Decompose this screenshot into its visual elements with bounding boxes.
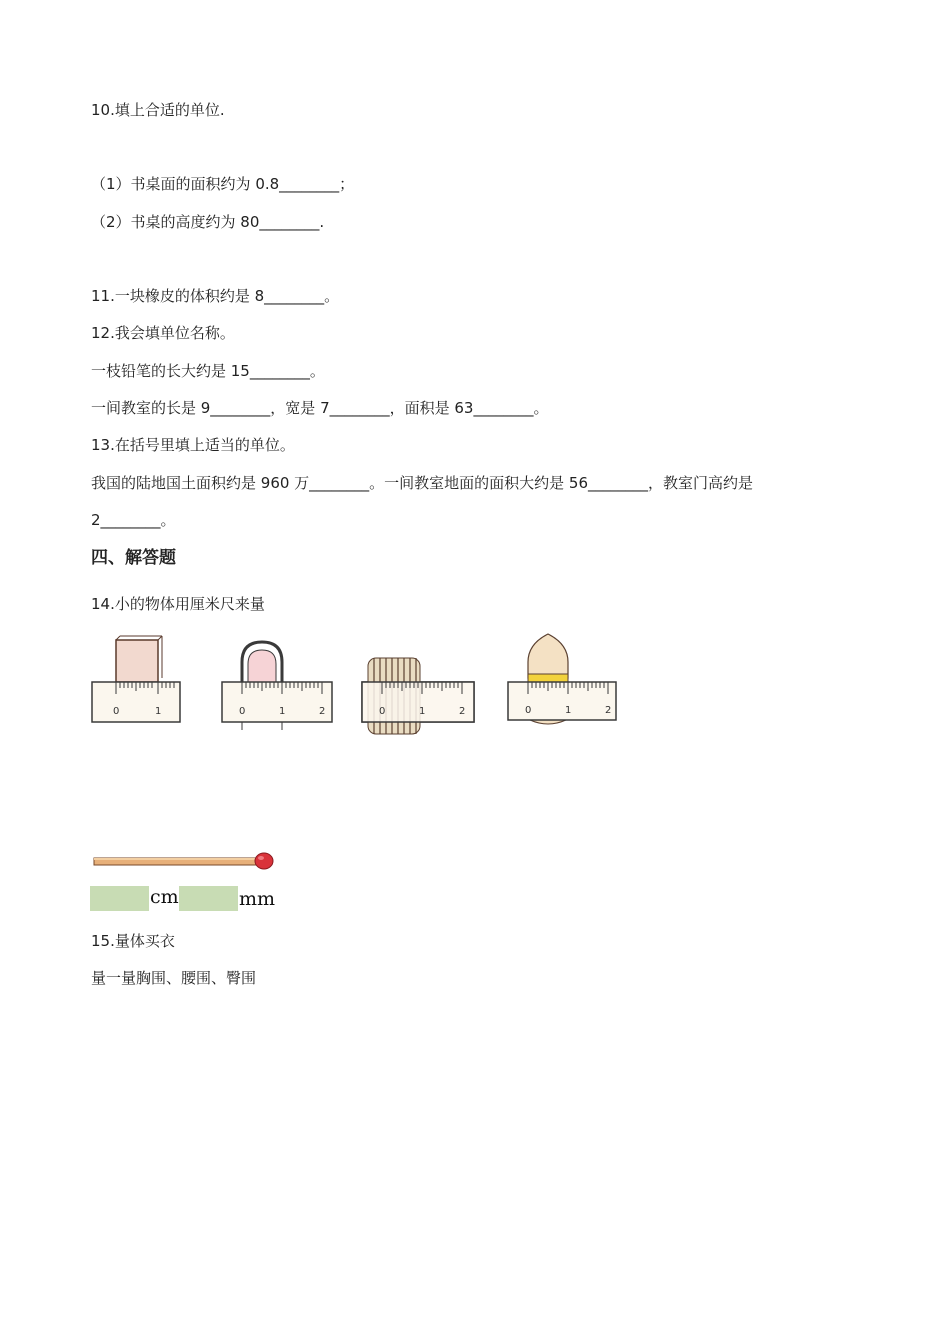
ruler-label-1: 1	[155, 706, 162, 717]
ruler-label-0: 0	[113, 706, 120, 717]
svg-text:0: 0	[379, 706, 386, 717]
q15-title: 15.量体买衣	[91, 932, 175, 950]
matchstick-figure	[90, 848, 280, 876]
q13-line-2: 2________。	[91, 511, 176, 529]
answer-box-cm[interactable]	[90, 886, 149, 911]
svg-text:1: 1	[279, 706, 286, 717]
unit-mm: mm	[239, 888, 276, 910]
svg-text:1: 1	[419, 706, 426, 717]
q10-item-1: （1）书桌面的面积约为 0.8________；	[91, 175, 355, 193]
svg-text:0: 0	[239, 706, 246, 717]
svg-text:0: 0	[525, 705, 532, 716]
svg-text:2: 2	[459, 706, 466, 717]
q13-title: 13.在括号里填上适当的单位。	[91, 436, 295, 454]
ruler-lock-figure	[220, 634, 334, 734]
ruler-cube-figure	[90, 634, 182, 726]
ruler-bullet-figure	[506, 632, 618, 732]
svg-text:1: 1	[565, 705, 572, 716]
q12-line-1: 一枝铅笔的长大约是 15________。	[91, 362, 325, 380]
q14-title: 14.小的物体用厘米尺来量	[91, 595, 265, 613]
q15-line-1: 量一量胸围、腰围、臀围	[91, 969, 257, 987]
ruler-coins-figure	[360, 650, 476, 738]
unit-cm: cm	[150, 886, 179, 908]
q11-text: 11.一块橡皮的体积约是 8________。	[91, 287, 340, 305]
q10-title: 10.填上合适的单位.	[91, 101, 225, 119]
svg-text:2: 2	[319, 706, 326, 717]
q13-line-1: 我国的陆地国土面积约是 960 万________。一间教室地面的面积大约是 56________，教室门高约是	[91, 474, 754, 492]
svg-text:2: 2	[605, 705, 612, 716]
q12-title: 12.我会填单位名称。	[91, 324, 235, 342]
section-heading: 四、解答题	[91, 548, 176, 568]
q10-item-2: （2）书桌的高度约为 80________.	[91, 213, 325, 231]
q12-line-2: 一间教室的长是 9________，宽是 7________，面积是 63________。	[91, 399, 549, 417]
answer-box-mm[interactable]	[179, 886, 238, 911]
